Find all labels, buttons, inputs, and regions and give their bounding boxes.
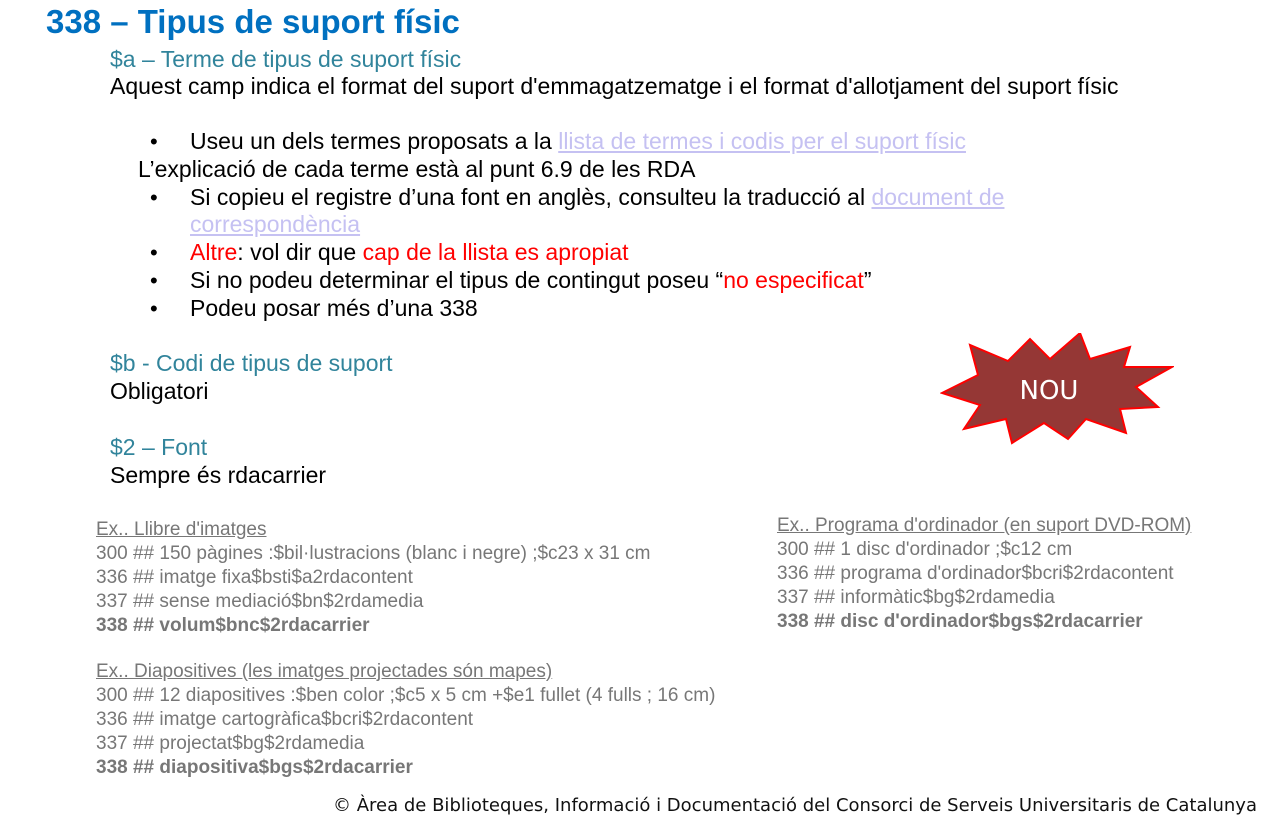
bullet-text: Useu un dels termes proposats a la xyxy=(190,128,559,154)
new-badge xyxy=(940,333,1174,445)
bullet-text-end: ” xyxy=(863,267,872,293)
example-line-338: 338 ## disc d'ordinador$bgs$2rdacarrier xyxy=(777,611,1143,632)
correspondence-link-cont[interactable]: correspondència xyxy=(190,211,361,237)
example-line: 336 ## imatge fixa$bsti$a2rdacontent xyxy=(96,567,413,588)
bullet-item-unspecified xyxy=(190,267,872,294)
subfield-2-heading: $2 – Font xyxy=(110,434,208,460)
rda-note: L’explicació de cada terme està al punt 6.9 de les RDA xyxy=(138,156,696,182)
example-line: 337 ## projectat$bg$2rdamedia xyxy=(96,733,365,754)
bullet-text: Si copieu el registre d’una font en anglès, consulteu la traducció al xyxy=(190,184,872,210)
example-software xyxy=(777,514,1191,634)
example-line: 337 ## informàtic$bg$2rdamedia xyxy=(777,587,1055,608)
example-line-338: 338 ## diapositiva$bgs$2rdacarrier xyxy=(96,757,413,778)
bullet-text: : vol dir que xyxy=(237,239,363,265)
altre-meaning: cap de la llista es apropiat xyxy=(362,239,629,265)
example-line-338: 338 ## volum$bnc$2rdacarrier xyxy=(96,615,370,636)
bullet-item-translation xyxy=(190,184,1004,211)
badge-label: NOU xyxy=(1019,376,1079,406)
subfield-b-heading: $b - Codi de tipus de suport xyxy=(110,350,393,376)
copyright-footer: © Àrea de Biblioteques, Informació i Documentació del Consorci de Serveis Universitaris de Catalunya xyxy=(333,795,1257,816)
example-line: 337 ## sense mediació$bn$2rdamedia xyxy=(96,591,424,612)
unspecified-term: no especificat xyxy=(723,267,864,293)
subfield-2-value: Sempre és rdacarrier xyxy=(110,462,327,488)
bullet-text: Si no podeu determinar el tipus de contingut poseu “ xyxy=(190,267,724,293)
example-line: 336 ## imatge cartogràfica$bcri$2rdacontent xyxy=(96,709,474,730)
bullet-marker: • xyxy=(150,296,158,321)
example-line: 336 ## programa d'ordinador$bcri$2rdacontent xyxy=(777,563,1174,584)
example-heading: Ex.. Diapositives (les imatges projectades són mapes) xyxy=(96,661,553,682)
example-book xyxy=(96,518,651,638)
bullet-marker: • xyxy=(150,240,158,265)
bullet-item-terms xyxy=(190,128,966,155)
bullet-item-multiple: Podeu posar més d’una 338 xyxy=(190,295,478,321)
bullet-item-altre xyxy=(190,239,629,266)
subfield-b-value: Obligatori xyxy=(110,378,209,404)
example-heading: Ex.. Llibre d'imatges xyxy=(96,519,267,540)
bullet-marker: • xyxy=(150,129,158,154)
subfield-a-heading: $a – Terme de tipus de suport físic xyxy=(110,46,462,72)
example-line: 300 ## 12 diapositives :$ben color ;$c5 x 5 cm +$e1 fullet (4 fulls ; 16 cm) xyxy=(96,685,716,706)
bullet-marker: • xyxy=(150,268,158,293)
subfield-a-description: Aquest camp indica el format del suport d'emmagatzematge i el format d'allotjament del suport físic xyxy=(110,73,1119,99)
page-title: 338 – Tipus de suport físic xyxy=(46,3,460,40)
example-heading: Ex.. Programa d'ordinador (en suport DVD-ROM) xyxy=(777,515,1192,536)
correspondence-link[interactable]: document de xyxy=(871,184,1005,210)
terms-list-link[interactable]: llista de termes i codis per el suport físic xyxy=(558,128,966,154)
bullet-marker: • xyxy=(150,185,158,210)
altre-term: Altre xyxy=(190,239,238,265)
example-line: 300 ## 150 pàgines :$bil·lustracions (blanc i negre) ;$c23 x 31 cm xyxy=(96,543,651,564)
example-line: 300 ## 1 disc d'ordinador ;$c12 cm xyxy=(777,539,1073,560)
bullet-item-translation-cont xyxy=(190,211,360,238)
example-slides xyxy=(96,660,715,780)
